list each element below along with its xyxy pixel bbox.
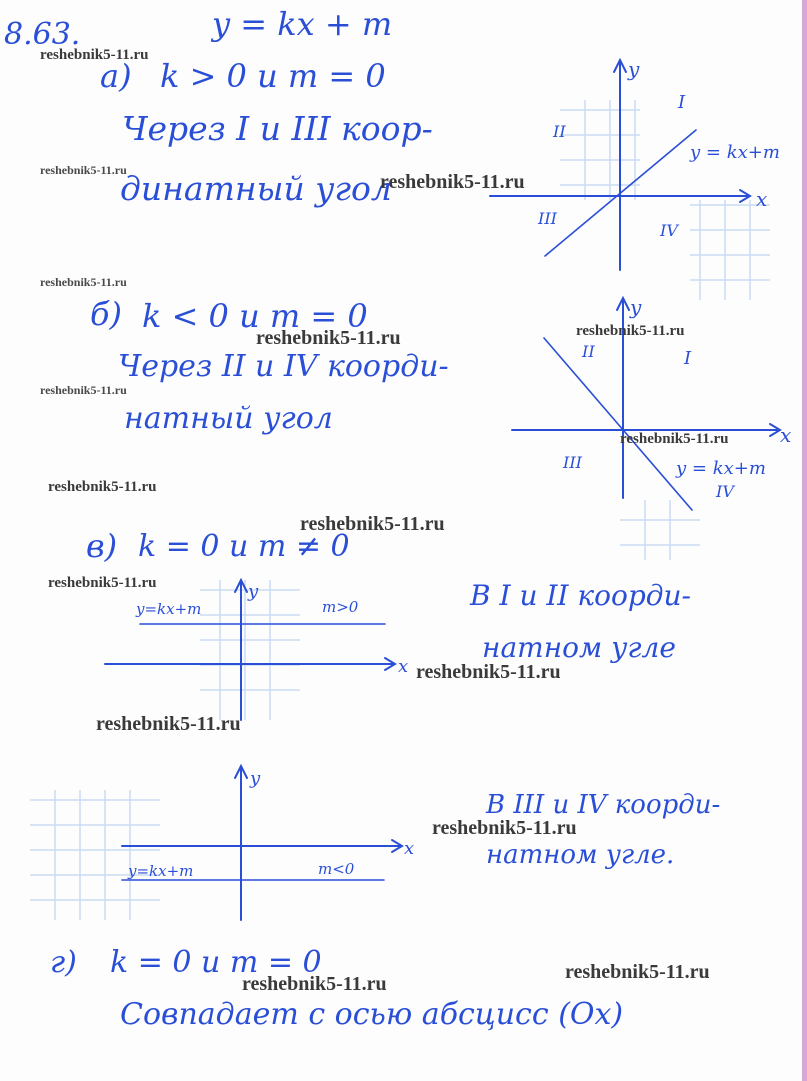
watermark: reshebnik5-11.ru: [96, 713, 241, 735]
part-v-text2-line1: В III и IV коорди-: [486, 790, 721, 820]
watermark: reshebnik5-11.ru: [256, 327, 401, 349]
part-b-label: б): [90, 295, 123, 333]
part-v-condition: k = 0 и m ≠ 0: [138, 529, 350, 564]
problem-number: 8.63.: [4, 17, 81, 52]
part-v-label: в): [86, 527, 118, 565]
graph-a-q2: II: [553, 122, 566, 141]
graph-b-q2: II: [582, 342, 595, 361]
graph-a-line-label: y = kx+m: [690, 142, 780, 163]
watermark: reshebnik5-11.ru: [300, 513, 445, 535]
watermark: reshebnik5-11.ru: [416, 661, 561, 683]
watermark: reshebnik5-11.ru: [48, 575, 157, 591]
watermark: reshebnik5-11.ru: [40, 275, 127, 289]
graph-b-q3: III: [563, 453, 582, 472]
part-a-label: а): [100, 57, 132, 95]
part-a-text-line1: Через I и III коор-: [122, 109, 433, 148]
watermark: reshebnik5-11.ru: [576, 323, 685, 339]
watermark: reshebnik5-11.ru: [40, 383, 127, 397]
part-g-text: Совпадает с осью абсцисс (Ox): [120, 997, 624, 1032]
part-v-text2-line2: натном угле.: [486, 840, 675, 870]
part-b-text-line1: Через II и IV коорди-: [118, 349, 449, 384]
watermark: reshebnik5-11.ru: [565, 961, 710, 983]
problem-formula: y = kx + m: [212, 5, 393, 43]
part-g-label: г): [50, 945, 77, 980]
watermark: reshebnik5-11.ru: [620, 431, 729, 447]
graph-a-x-label: x: [756, 187, 768, 211]
part-g-condition: k = 0 и m = 0: [110, 945, 322, 980]
graph-v2-m-label: m<0: [318, 860, 355, 878]
part-a-condition: k > 0 и m = 0: [160, 57, 386, 95]
graph-v1-line-label: y=kx+m: [136, 600, 202, 618]
graph-a-q3: III: [538, 209, 557, 228]
graph-v1-y-label: y: [248, 581, 259, 602]
watermark: reshebnik5-11.ru: [432, 817, 577, 839]
part-a-text-line2: динатный угол: [120, 169, 392, 208]
graph-b-x-label: x: [780, 423, 792, 447]
part-b-condition: k < 0 и m = 0: [142, 297, 368, 335]
part-v-text1-line1: В I и II коорди-: [470, 579, 691, 612]
watermark: reshebnik5-11.ru: [48, 479, 157, 495]
watermark: reshebnik5-11.ru: [380, 171, 525, 193]
graph-a-q1: I: [678, 92, 686, 113]
graph-a-q4: IV: [660, 221, 678, 240]
graph-v2-x-label: x: [404, 838, 415, 859]
part-v-text1-line2: натном угле: [482, 631, 676, 664]
graph-a-y-label: y: [628, 57, 640, 81]
watermark: reshebnik5-11.ru: [40, 163, 127, 177]
part-b-text-line2: натный угол: [124, 401, 333, 436]
graph-v2-y-label: y: [250, 768, 261, 789]
graph-b-line-label: y = kx+m: [676, 458, 766, 479]
graph-b-q1: I: [684, 348, 692, 369]
graph-v2-line-label: y=kx+m: [128, 862, 194, 880]
graph-b-q4: IV: [716, 482, 734, 501]
watermark: reshebnik5-11.ru: [242, 973, 387, 995]
watermark: reshebnik5-11.ru: [40, 47, 149, 63]
graph-b-y-label: y: [630, 295, 642, 319]
graph-v1-m-label: m>0: [322, 598, 359, 616]
graph-v1-x-label: x: [398, 656, 409, 677]
